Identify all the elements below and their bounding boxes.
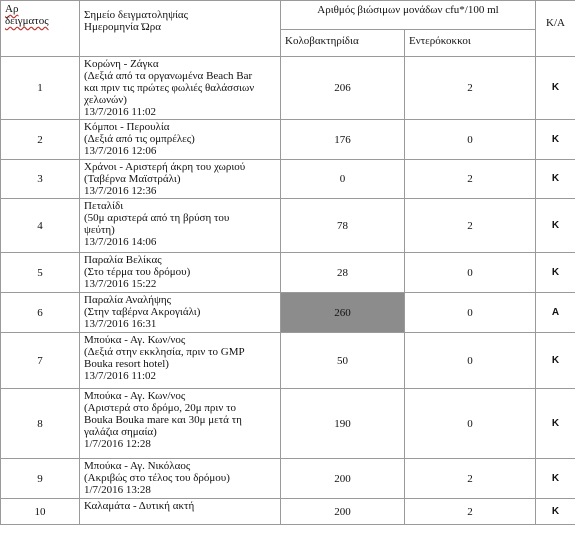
sample-number: 1	[1, 57, 80, 120]
table-row	[1, 499, 575, 525]
enterococci-value: 0	[405, 253, 536, 293]
table-row	[1, 459, 575, 499]
coliforms-value: 28	[281, 253, 405, 293]
sample-location-line: (Αριστερά στο δρόμο, 20μ πριν το	[84, 402, 236, 414]
suitability-code: Κ	[536, 160, 575, 199]
sample-location	[80, 57, 281, 120]
sample-location-line: Χράνοι - Αριστερή άκρη του χωριού	[84, 161, 246, 173]
coliforms-value: 50	[281, 333, 405, 389]
table-row	[1, 333, 575, 389]
enterococci-value: 2	[405, 459, 536, 499]
table-row	[1, 160, 575, 199]
table-row	[1, 57, 575, 120]
sample-datetime: 13/7/2016 11:02	[84, 370, 157, 382]
sample-location-line: Παραλία Βελίκας	[84, 254, 162, 266]
sample-location	[80, 389, 281, 459]
sample-number: 2	[1, 120, 80, 160]
table-row	[1, 120, 575, 160]
sample-location-line: (Στην ταβέρνα Ακρογιάλι)	[84, 306, 201, 318]
sample-number: 3	[1, 160, 80, 199]
sample-location	[80, 160, 281, 199]
sample-location	[80, 199, 281, 253]
sample-location-line: ψεύτη)	[84, 224, 115, 236]
suitability-code: Κ	[536, 199, 575, 253]
enterococci-value: 2	[405, 160, 536, 199]
header-coliforms: Κολοβακτηρίδια	[281, 30, 405, 57]
sample-number: 4	[1, 199, 80, 253]
sample-number: 6	[1, 293, 80, 333]
sample-number: 7	[1, 333, 80, 389]
coliforms-value: 0	[281, 160, 405, 199]
header-sample-no	[1, 1, 80, 57]
suitability-code: Κ	[536, 120, 575, 160]
sample-datetime: 13/7/2016 14:06	[84, 236, 157, 248]
suitability-code: Κ	[536, 57, 575, 120]
sample-location-line: Κόμποι - Περουλία	[84, 121, 170, 133]
sample-location-line: Μπούκα - Αγ. Κων/νος	[84, 390, 186, 402]
sample-location-line: (50μ αριστερά από τη βρύση του	[84, 212, 230, 224]
sample-location-line: (Στο τέρμα του δρόμου)	[84, 266, 191, 278]
header-counts: Αριθμός βιώσιμων μονάδων cfu*/100 ml	[281, 1, 536, 30]
suitability-code: Κ	[536, 389, 575, 459]
enterococci-value: 2	[405, 57, 536, 120]
sample-location	[80, 499, 281, 525]
coliforms-value: 206	[281, 57, 405, 120]
sample-location-line: Bouka resort hotel)	[84, 358, 169, 370]
sample-location-line: Πεταλίδι	[84, 200, 124, 212]
sample-datetime: 13/7/2016 11:02	[84, 106, 157, 118]
coliforms-value: 200	[281, 459, 405, 499]
enterococci-value: 2	[405, 199, 536, 253]
suitability-code: Κ	[536, 333, 575, 389]
sample-datetime: 1/7/2016 12:28	[84, 438, 151, 450]
sample-location-line: και πριν τις πρώτες φωλιές θαλάσσιων	[84, 82, 255, 94]
sample-location-line: Μπούκα - Αγ. Νικόλαος	[84, 460, 191, 472]
coliforms-value: 190	[281, 389, 405, 459]
sample-location	[80, 333, 281, 389]
sample-location-line: Bouka Bouka mare και 30μ μετά τη	[84, 414, 242, 426]
table-row	[1, 293, 575, 333]
suitability-code: Κ	[536, 459, 575, 499]
enterococci-value: 0	[405, 333, 536, 389]
sample-location-line: χελωνών)	[84, 94, 127, 106]
coliforms-value: 176	[281, 120, 405, 160]
sample-location-line: Καλαμάτα - Δυτική ακτή	[84, 500, 195, 512]
suitability-code: Α	[536, 293, 575, 333]
sample-location-line: γαλάζια σημαία)	[84, 426, 157, 438]
enterococci-value: 0	[405, 120, 536, 160]
header-location	[80, 1, 281, 57]
sample-location-line: (Δεξιά στην εκκλησία, πριν το GMP	[84, 346, 245, 358]
sample-location	[80, 459, 281, 499]
coliforms-value: 200	[281, 499, 405, 525]
header-enterococci: Εντερόκοκκοι	[405, 30, 536, 57]
header-location-line2: Ημερομηνία Ώρα	[84, 21, 161, 33]
sample-datetime: 13/7/2016 16:31	[84, 318, 157, 330]
header-sample-no-line2: δειγματος	[5, 15, 49, 27]
header-ka: Κ/Α	[536, 1, 575, 57]
suitability-code: Κ	[536, 253, 575, 293]
table-row	[1, 253, 575, 293]
coliforms-value: 78	[281, 199, 405, 253]
sample-datetime: 13/7/2016 12:36	[84, 185, 157, 197]
table-row	[1, 199, 575, 253]
sample-number: 8	[1, 389, 80, 459]
sample-location-line: Μπούκα - Αγ. Κων/νος	[84, 334, 186, 346]
sample-number: 10	[1, 499, 80, 525]
sample-number: 9	[1, 459, 80, 499]
sample-location	[80, 120, 281, 160]
sample-location-line: Παραλία Αναλήψης	[84, 294, 172, 306]
header-location-line1: Σημείο δειγματοληψίας	[84, 9, 189, 21]
sample-datetime: 13/7/2016 12:06	[84, 145, 157, 157]
sample-location-line: (Ταβέρνα Μαϊστράλι)	[84, 173, 181, 185]
enterococci-value: 2	[405, 499, 536, 525]
sample-location	[80, 293, 281, 333]
sample-location-line: (Δεξιά από τα οργανωμένα Beach Bar	[84, 70, 253, 82]
sample-number: 5	[1, 253, 80, 293]
coliforms-value: 260	[281, 293, 405, 333]
enterococci-value: 0	[405, 389, 536, 459]
suitability-code: Κ	[536, 499, 575, 525]
table-row	[1, 389, 575, 459]
sample-location-line: (Ακριβώς στο τέλος του δρόμου)	[84, 472, 230, 484]
header-sample-no-line1: Αρ	[5, 3, 19, 15]
sample-datetime: 13/7/2016 15:22	[84, 278, 157, 290]
sample-location-line: Κορώνη - Ζάγκα	[84, 58, 159, 70]
sample-location-line: (Δεξιά από τις ομπρέλες)	[84, 133, 195, 145]
sample-location	[80, 253, 281, 293]
sample-datetime: 1/7/2016 13:28	[84, 484, 151, 496]
enterococci-value: 0	[405, 293, 536, 333]
